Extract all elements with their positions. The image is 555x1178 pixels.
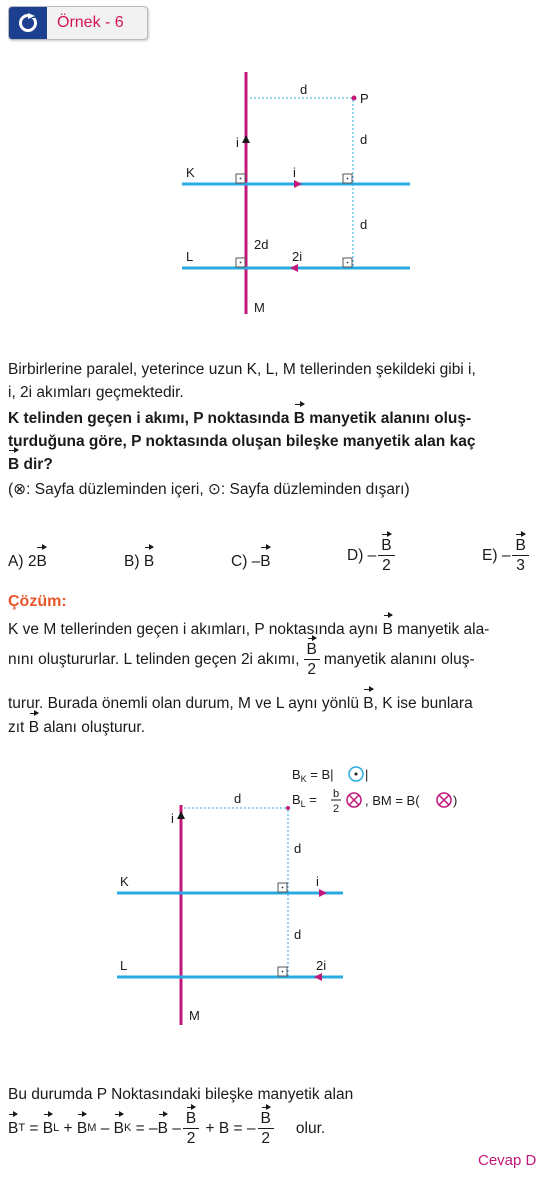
label-2i-L: 2i — [292, 249, 303, 264]
label-i-K-2: i — [316, 874, 319, 889]
label-K-2: K — [120, 874, 129, 889]
bm-label: , BM = B( — [365, 793, 420, 808]
final-intro: Bu durumda P Noktasındaki bileşke manyetik alan — [8, 1086, 354, 1103]
point-P — [352, 96, 357, 101]
bk-label: $B_K = B|$ — [292, 767, 334, 784]
label-d-right2: d — [360, 217, 368, 232]
badge-label: Örnek - 6 — [57, 14, 124, 31]
arrow-left-L — [290, 264, 298, 272]
label-L-2: L — [120, 958, 128, 973]
example-badge — [8, 6, 148, 40]
figure-1 — [0, 60, 555, 325]
question-text — [8, 358, 553, 501]
circle-arrow-icon — [9, 7, 47, 39]
question-bold-2: turduğuna göre, P noktasında oluşan bileşke manyetik alan kaç — [8, 433, 476, 450]
final-equation: B T = B L + B M – B K = – B – $\frac{B}{2}$ + B = – $\frac{B}{2}$ olur. — [8, 1110, 326, 1148]
label-i-vertical: i — [236, 135, 239, 150]
into-page-icon — [347, 793, 361, 807]
solution-line-3: turur. Burada önemli olan durum, M ve L aynı yönlü B, K ise bunlara — [8, 692, 473, 715]
badge-icon-box — [9, 7, 47, 39]
label-P: P — [360, 91, 369, 106]
label-2d: 2d — [254, 237, 269, 252]
arrow-right-K — [294, 180, 302, 188]
bl-label: $B_L$ = — [292, 792, 317, 809]
label-d-top-2: d — [234, 791, 242, 806]
solution-line-2: nını oluştururlar. L telinden geçen 2i akımı, $\frac{B}{2}$ manyetik alanını oluş- — [8, 641, 475, 679]
bl-num: b — [333, 788, 340, 800]
label-2i-L-2: 2i — [316, 958, 327, 973]
arrow-left-L-2 — [314, 973, 322, 981]
arrow-up-M — [242, 135, 250, 143]
label-M: M — [254, 300, 265, 315]
option-B[interactable]: B) B — [124, 550, 154, 573]
solution-title: Çözüm: — [8, 593, 67, 610]
out-of-page-icon — [349, 767, 363, 781]
point-P-2 — [286, 806, 290, 810]
label-K: K — [186, 165, 195, 180]
solution-line-4: zıt B alanı oluşturur. — [8, 716, 145, 739]
label-d-top: d — [300, 82, 308, 97]
label-d-right1-2: d — [294, 841, 302, 856]
label-L: L — [186, 249, 194, 264]
label-i-K: i — [293, 165, 296, 180]
arrow-up-M-2 — [177, 811, 185, 819]
solution-line-1: K ve M tellerinden geçen i akımları, P noktasında aynı B manyetik ala- — [8, 618, 489, 641]
option-E[interactable]: E) – $\frac{B}{3}$ — [482, 537, 531, 574]
bk-close: | — [365, 767, 369, 782]
question-line-1: Birbirlerine paralel, yeterince uzun K, L, M tellerinden şekildeki gibi i, — [8, 361, 476, 378]
option-A[interactable]: A) 2B — [8, 550, 47, 573]
label-M-2: M — [189, 1008, 200, 1023]
label-d-right1: d — [360, 132, 368, 147]
question-bold-1: K telinden geçen i akımı, P noktasında B manyetik alanını oluş- — [8, 407, 553, 430]
bm-close: ) — [453, 793, 458, 808]
option-D[interactable]: D) – $\frac{B}{2}$ — [347, 537, 397, 574]
label-i-vertical-2: i — [171, 811, 174, 826]
answer-label: Cevap D — [478, 1152, 537, 1169]
option-C[interactable]: C) –B — [231, 550, 271, 573]
question-line-2: i, 2i akımları geçmektedir. — [8, 384, 184, 401]
into-page-icon-bm — [437, 793, 451, 807]
figure-2 — [0, 755, 555, 1030]
question-note: (⊗: Sayfa düzleminden içeri, ⊙: Sayfa düzleminden dışarı) — [8, 481, 410, 498]
question-bold-3: B dir? — [8, 453, 553, 476]
bl-den: 2 — [333, 803, 340, 815]
arrow-right-K-2 — [319, 889, 327, 897]
label-d-right2-2: d — [294, 927, 302, 942]
